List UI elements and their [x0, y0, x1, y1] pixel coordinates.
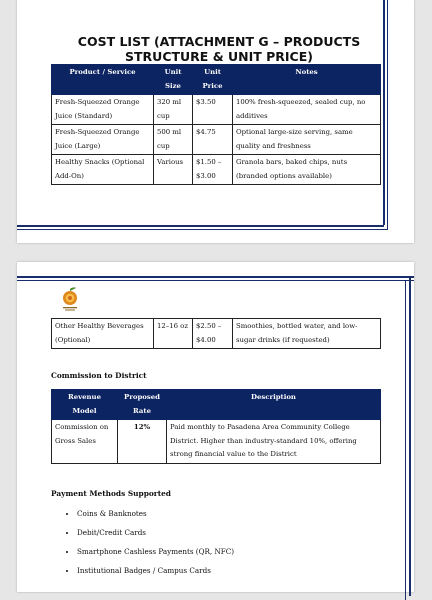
table-row — [52, 125, 381, 155]
col-header-proposed-rate: Proposed Rate — [118, 390, 167, 420]
cell-unit-size: 500 ml cup — [154, 125, 193, 155]
page-border-top — [17, 276, 414, 278]
page-border-bottom-inner — [17, 229, 388, 230]
col-header-product: Product / Service — [52, 65, 154, 95]
table-row — [52, 95, 381, 125]
list-item: • Institutional Badges / Campus Cards — [77, 561, 377, 580]
page-border-right — [409, 276, 411, 596]
cell-unit-size: Various — [154, 155, 193, 185]
cell-proposed-rate: 12% — [118, 420, 167, 464]
cell-unit-size: 320 ml cup — [154, 95, 193, 125]
page-border-top-inner — [17, 280, 414, 281]
cell-notes: Smoothies, bottled water, and low-sugar drinks (if requested) — [233, 319, 381, 349]
payment-methods-list — [51, 504, 377, 580]
cell-revenue-model: Commission on Gross Sales — [52, 420, 118, 464]
page-border-bottom — [17, 225, 384, 227]
table-header-row — [52, 65, 381, 95]
list-item: • Coins & Banknotes — [77, 504, 377, 523]
col-header-unit-size: Unit Size — [154, 65, 193, 95]
cell-notes: Optional large-size serving, same quality and freshness — [233, 125, 381, 155]
cell-product: Other Healthy Beverages (Optional) — [52, 319, 154, 349]
col-header-unit-price: Unit Price — [193, 65, 233, 95]
col-header-description: Description — [167, 390, 381, 420]
products-table-continued — [51, 318, 381, 349]
list-item: • Debit/Credit Cards — [77, 523, 377, 542]
cell-unit-price: $4.75 — [193, 125, 233, 155]
document-page-1 — [17, 0, 414, 243]
cell-unit-price: $3.50 — [193, 95, 233, 125]
commission-table — [51, 389, 381, 464]
page-border-right-inner — [405, 280, 406, 600]
document-page-2 — [17, 262, 414, 592]
payment-heading: Payment Methods Supported — [51, 489, 171, 498]
table-row — [52, 155, 381, 185]
cell-unit-price: $2.50 – $4.00 — [193, 319, 233, 349]
products-table — [51, 64, 381, 185]
cell-unit-price: $1.50 – $3.00 — [193, 155, 233, 185]
cell-product: Healthy Snacks (Optional Add-On) — [52, 155, 154, 185]
cell-description: Paid monthly to Pasadena Area Community College District. Higher than industry-standard 10%, offering strong financial value to the District — [167, 420, 381, 464]
col-header-notes: Notes — [233, 65, 381, 95]
cell-notes: Granola bars, baked chips, nuts (branded options available) — [233, 155, 381, 185]
col-header-revenue-model: Revenue Model — [52, 390, 118, 420]
cell-unit-size: 12–16 oz — [154, 319, 193, 349]
cell-product: Fresh-Squeezed Orange Juice (Large) — [52, 125, 154, 155]
cell-notes: 100% fresh-squeezed, sealed cup, no additives — [233, 95, 381, 125]
page-title: COST LIST (ATTACHMENT G – PRODUCTS STRUCTURE & UNIT PRICE) — [77, 34, 361, 64]
cell-product: Fresh-Squeezed Orange Juice (Standard) — [52, 95, 154, 125]
commission-heading: Commission to District — [51, 371, 147, 380]
table-row — [52, 420, 381, 464]
company-logo — [59, 286, 81, 312]
table-row — [52, 319, 381, 349]
table-header-row — [52, 390, 381, 420]
list-item: • Smartphone Cashless Payments (QR, NFC) — [77, 542, 377, 561]
